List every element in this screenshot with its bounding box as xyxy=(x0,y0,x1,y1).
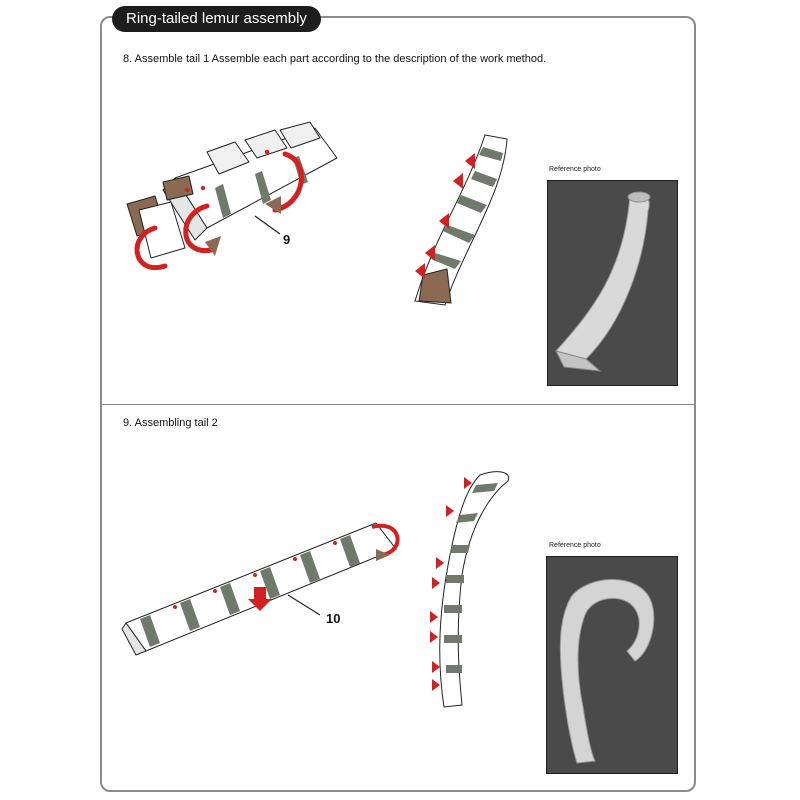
step-9-illustration-assembled-tail xyxy=(410,465,520,715)
step-8-illustration-assembled-tail xyxy=(395,125,525,315)
step-9-illustration-tail-parts xyxy=(120,515,410,665)
page-title: Ring-tailed lemur assembly xyxy=(112,6,321,32)
step-8-reference-label: Reference photo xyxy=(549,166,601,173)
step-9-part-number: 10 xyxy=(326,611,341,626)
step-8-reference-photo xyxy=(547,180,678,386)
step-8-label: 8. Assemble tail 1 Assemble each part according to the description of the work method. xyxy=(123,53,547,65)
step-9-reference-photo xyxy=(546,556,678,774)
step-8-illustration-tail-parts xyxy=(115,118,355,278)
step-8-part-number: 9 xyxy=(283,232,291,247)
step-9-label: 9. Assembling tail 2 xyxy=(123,417,218,429)
section-divider xyxy=(102,404,694,405)
step-9-reference-label: Reference photo xyxy=(549,542,601,549)
